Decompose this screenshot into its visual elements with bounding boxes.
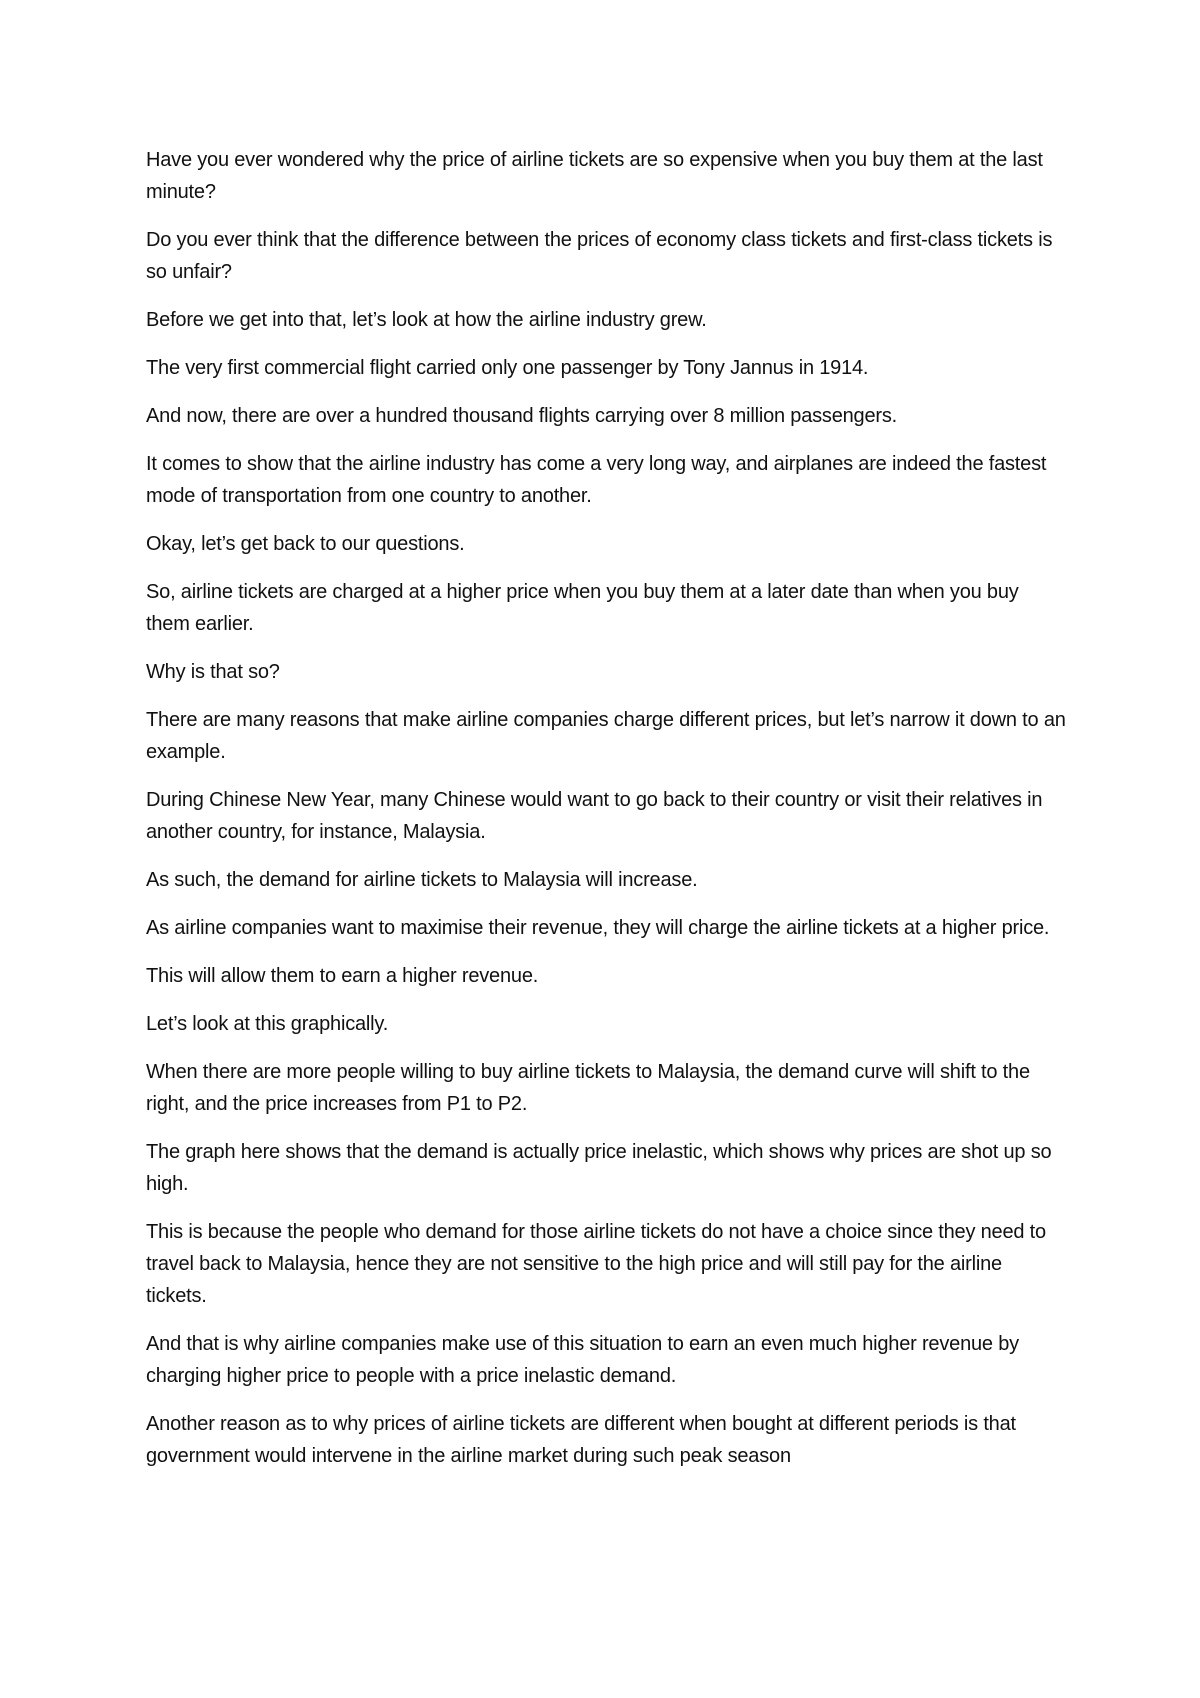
paragraph: And now, there are over a hundred thousand flights carrying over 8 million passengers. xyxy=(146,405,898,427)
paragraph: Do you ever think that the difference between the prices of economy class tickets and first-class tickets is so unfair? xyxy=(146,229,1053,283)
document-body xyxy=(146,144,1066,1488)
paragraph: Another reason as to why prices of airline tickets are different when bought at different periods is that government would intervene in the airline market during such peak season xyxy=(146,1413,1016,1467)
paragraph: During Chinese New Year, many Chinese would want to go back to their country or visit their relatives in another country, for instance, Malaysia. xyxy=(146,789,1043,843)
paragraph: Why is that so? xyxy=(146,661,280,683)
paragraph: This will allow them to earn a higher revenue. xyxy=(146,965,539,987)
paragraph: It comes to show that the airline industry has come a very long way, and airplanes are indeed the fastest mode of transportation from one country to another. xyxy=(146,453,1047,507)
paragraph: The graph here shows that the demand is actually price inelastic, which shows why prices are shot up so high. xyxy=(146,1141,1052,1195)
paragraph: So, airline tickets are charged at a higher price when you buy them at a later date than when you buy them earlier. xyxy=(146,581,1019,635)
paragraph: This is because the people who demand for those airline tickets do not have a choice since they need to travel back to Malaysia, hence they are not sensitive to the high price and will still pay for the airline tickets. xyxy=(146,1221,1046,1307)
paragraph: Let’s look at this graphically. xyxy=(146,1013,389,1035)
paragraph: And that is why airline companies make use of this situation to earn an even much higher revenue by charging higher price to people with a price inelastic demand. xyxy=(146,1333,1019,1387)
paragraph: As airline companies want to maximise their revenue, they will charge the airline tickets at a higher price. xyxy=(146,917,1050,939)
paragraph: There are many reasons that make airline companies charge different prices, but let’s narrow it down to an example. xyxy=(146,709,1066,763)
paragraph: Okay, let’s get back to our questions. xyxy=(146,533,465,555)
paragraph: When there are more people willing to buy airline tickets to Malaysia, the demand curve will shift to the right, and the price increases from P1 to P2. xyxy=(146,1061,1030,1115)
paragraph: The very first commercial flight carried only one passenger by Tony Jannus in 1914. xyxy=(146,357,869,379)
paragraph: As such, the demand for airline tickets to Malaysia will increase. xyxy=(146,869,698,891)
paragraph: Have you ever wondered why the price of airline tickets are so expensive when you buy them at the last minute? xyxy=(146,149,1043,203)
paragraph: Before we get into that, let’s look at how the airline industry grew. xyxy=(146,309,707,331)
